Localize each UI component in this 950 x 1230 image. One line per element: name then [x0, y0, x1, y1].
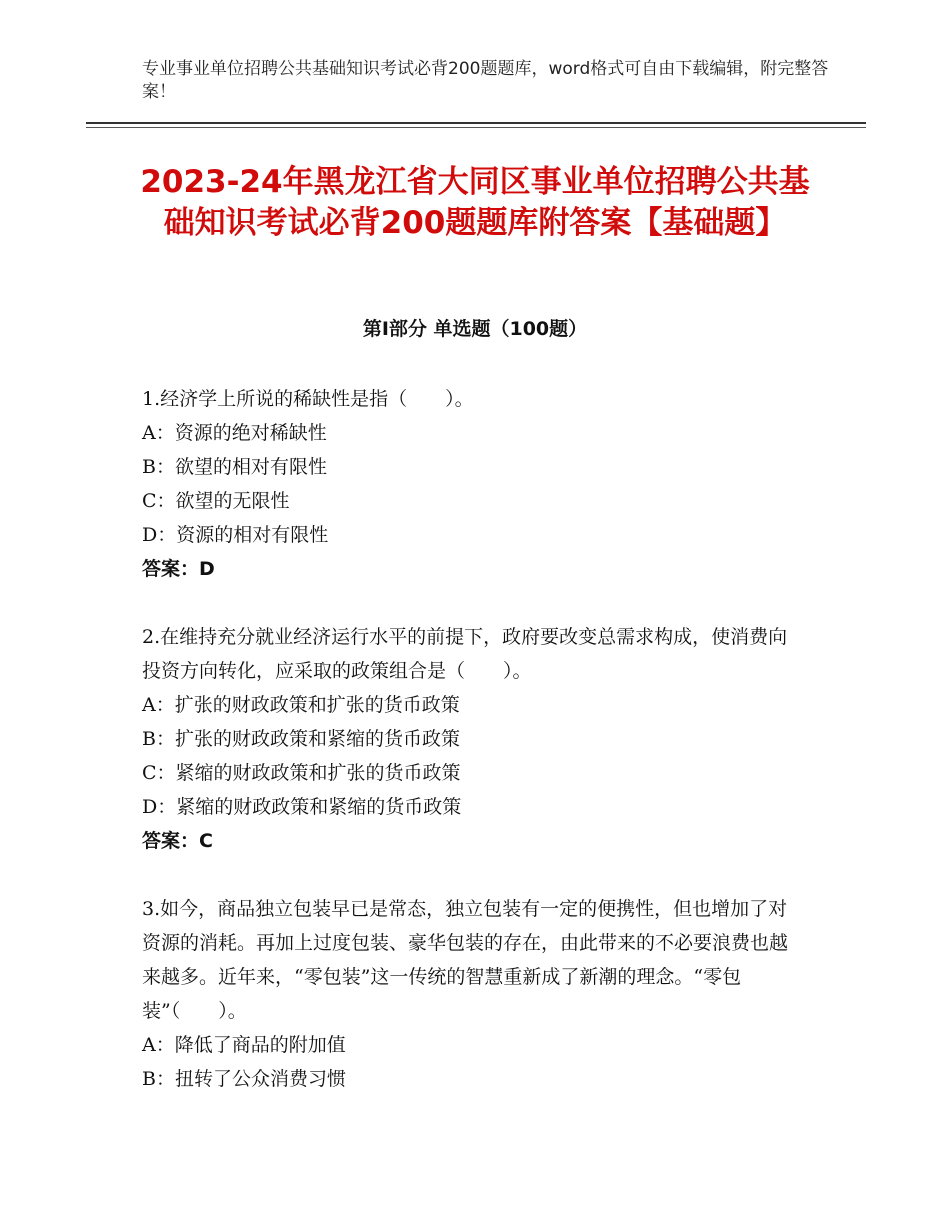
question-1: [142, 382, 802, 586]
answer: 答案：D: [142, 558, 215, 580]
option-b: B：扩张的财政政策和紧缩的货币政策: [142, 728, 460, 750]
option-d: D：紧缩的财政政策和紧缩的货币政策: [142, 796, 462, 818]
option-c: C：欲望的无限性: [142, 490, 290, 512]
section-title: 第Ⅰ部分 单选题（100题）: [362, 318, 588, 340]
question-list: [142, 382, 802, 1130]
question-3: [142, 892, 802, 1096]
header-divider-thin: [86, 127, 866, 128]
question-stem: 3.如今，商品独立包装早已是常态，独立包装有一定的便携性，但也增加了对资源的消耗。再加上过度包装、豪华包装的存在，由此带来的不必要浪费也越来越多。近年来，“零包装”这一传统的智慧重新成了新潮的理念。“零包装”（ ）。: [142, 898, 789, 1022]
document-title: 2023-24年黑龙江省大同区事业单位招聘公共基础知识考试必背200题题库附答案【基础题】: [140, 164, 810, 241]
answer: 答案：C: [142, 830, 213, 852]
question-stem: 2.在维持充分就业经济运行水平的前提下，政府要改变总需求构成，使消费向投资方向转化，应采取的政策组合是（ ）。: [142, 626, 788, 682]
option-b: B：欲望的相对有限性: [142, 456, 327, 478]
question-2: [142, 620, 802, 858]
option-a: A：降低了商品的附加值: [142, 1034, 346, 1056]
option-b: B：扭转了公众消费习惯: [142, 1068, 346, 1090]
header-note: 专业事业单位招聘公共基础知识考试必背200题题库，word格式可自由下载编辑，附完整答案！: [142, 59, 829, 102]
question-stem: 1.经济学上所说的稀缺性是指（ ）。: [142, 388, 474, 410]
option-d: D：资源的相对有限性: [142, 524, 329, 546]
option-a: A：扩张的财政政策和扩张的货币政策: [142, 694, 460, 716]
header-divider-thick: [86, 122, 866, 124]
option-a: A：资源的绝对稀缺性: [142, 422, 327, 444]
option-c: C：紧缩的财政政策和扩张的货币政策: [142, 762, 461, 784]
